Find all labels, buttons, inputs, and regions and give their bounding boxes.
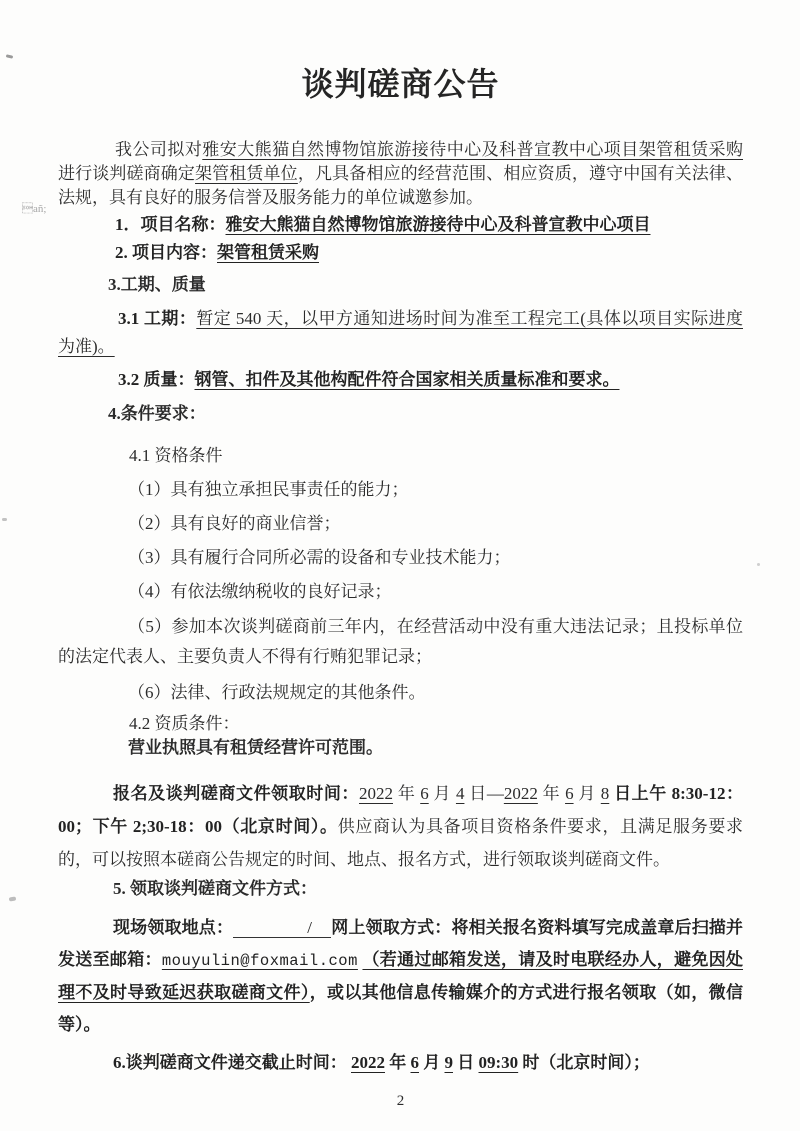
scan-artifact: añ;: [22, 203, 47, 215]
page-title: 谈判磋商公告: [301, 66, 500, 102]
date-separator: 日: [453, 1053, 479, 1072]
date-separator: 年: [537, 784, 566, 803]
deadline-rest: 时（北京时间）；: [518, 1053, 650, 1072]
date-month: 6: [420, 784, 429, 803]
scan-artifact: [757, 563, 760, 566]
date-separator: 月: [419, 1053, 445, 1072]
page-number: 2: [396, 1093, 405, 1109]
registration-paragraph: [58, 777, 743, 876]
item-project-content: [115, 240, 743, 266]
date-separator: 月: [428, 784, 456, 803]
section5-paragraph: [58, 912, 743, 1041]
section4-1-heading: 4.1 资格条件: [129, 446, 223, 465]
condition-item: （5）参加本次谈判磋商前三年内，在经营活动中没有重大违法记录；且投标单位的法定代表人、主要负责人不得有行贿犯罪记录；: [58, 617, 743, 666]
condition-item: （2）具有良好的商业信誉；: [128, 514, 341, 533]
onsite-label: 现场领取地点：: [113, 918, 234, 937]
condition-item: （6）法律、行政法规规定的其他条件。: [128, 683, 426, 702]
section5-heading: 5. 领取谈判磋商文件方式：: [113, 879, 317, 898]
section4-heading: 4.条件要求：: [108, 404, 206, 423]
date-separator: 月: [573, 784, 601, 803]
deadline-day: 9: [444, 1053, 453, 1072]
contact-email: mouyulin@foxmail.com: [161, 952, 358, 970]
email-note: （若通过邮箱发送，请及时电联经办人，避免因处理不及时导致延迟获取磋商文件）: [58, 950, 744, 1002]
section4-2-heading: 4.2 资质条件：: [129, 714, 240, 733]
intro-lead: 我公司拟对: [115, 140, 203, 159]
quality-paragraph: [118, 367, 743, 393]
section3-heading: 3.工期、质量: [108, 275, 206, 294]
intro-rest: ，凡具备相应的经营范围、相应资质，遵守中国有关法律、法规，具有良好的服务信誉及服务能力的单位诚邀参加。: [58, 164, 744, 207]
registration-time: 日上午 8:30-12：00；下午 2;30-18：00（北京时间）。: [58, 784, 744, 836]
deadline-time: 09:30: [478, 1053, 519, 1072]
date-year: 2022: [503, 784, 538, 803]
quality-value: 钢管、扣件及其他构配件符合国家相关质量标准和要求。: [194, 370, 620, 389]
intro-project-name: 雅安大熊猫自然博物馆旅游接待中心及科普宣教中心项目架管租赁采购: [202, 140, 744, 159]
scan-artifact: [9, 897, 16, 902]
deadline-year: 2022: [351, 1053, 385, 1072]
quality-label: 3.2 质量：: [118, 370, 195, 389]
blank-underline: [233, 918, 331, 938]
credential-value: 营业执照具有租赁经营许可范围。: [128, 738, 383, 757]
duration-value: 暂定 540 天，以甲方通知进场时间为准至工程完工(具体以项目实际进度为准)。: [58, 309, 743, 356]
section6-paragraph: [113, 1050, 743, 1076]
date-day: 4: [455, 784, 465, 803]
date-year: 2022: [359, 784, 393, 803]
after-note: ，或以其他信息传输媒介的方式进行报名领取（如，微信等）。: [58, 983, 744, 1034]
condition-item: （1）具有独立承担民事责任的能力；: [128, 480, 409, 499]
condition-item: （4）有依法缴纳税收的良好记录；: [128, 582, 392, 601]
date-day: 8: [600, 784, 610, 803]
blank-slash: /: [307, 918, 312, 937]
registration-rest: 供应商认为具备项目资格条件要求，且满足服务要求的，可以按照本磋商公告规定的时间、地点、报名方式，进行领取谈判磋商文件。: [58, 817, 743, 869]
item-label: 1．项目名称：: [115, 215, 226, 234]
registration-label: 报名及谈判磋商文件领取时间：: [113, 784, 359, 803]
scan-artifact: [6, 54, 13, 58]
online-label: 网上领取方式：: [331, 918, 452, 937]
intro-mid: 进行谈判磋商确定: [58, 164, 196, 183]
date-separator: 年: [393, 784, 421, 803]
duration-label: 3.1 工期：: [118, 309, 197, 328]
deadline-month: 6: [410, 1053, 419, 1072]
intro-unit: 架管租赁单位: [195, 164, 298, 183]
duration-paragraph: [58, 305, 743, 361]
online-text: 将相关报名资料填写完成盖章后扫描并发送至邮箱：: [58, 918, 744, 969]
project-content-value: 架管租赁采购: [217, 243, 319, 262]
item-label: 2. 项目内容：: [115, 243, 217, 262]
deadline-label: 6.谈判磋商文件递交截止时间：: [113, 1053, 347, 1072]
date-separator: 日—: [464, 784, 504, 803]
scan-artifact: [2, 518, 7, 521]
date-month: 6: [565, 784, 574, 803]
item-project-name: [115, 212, 743, 238]
project-name-value: 雅安大熊猫自然博物馆旅游接待中心及科普宣教中心项目: [225, 215, 651, 234]
condition-item: （3）具有履行合同所必需的设备和专业技术能力；: [128, 548, 511, 567]
date-separator: 年: [385, 1053, 411, 1072]
intro-paragraph: [58, 138, 743, 210]
